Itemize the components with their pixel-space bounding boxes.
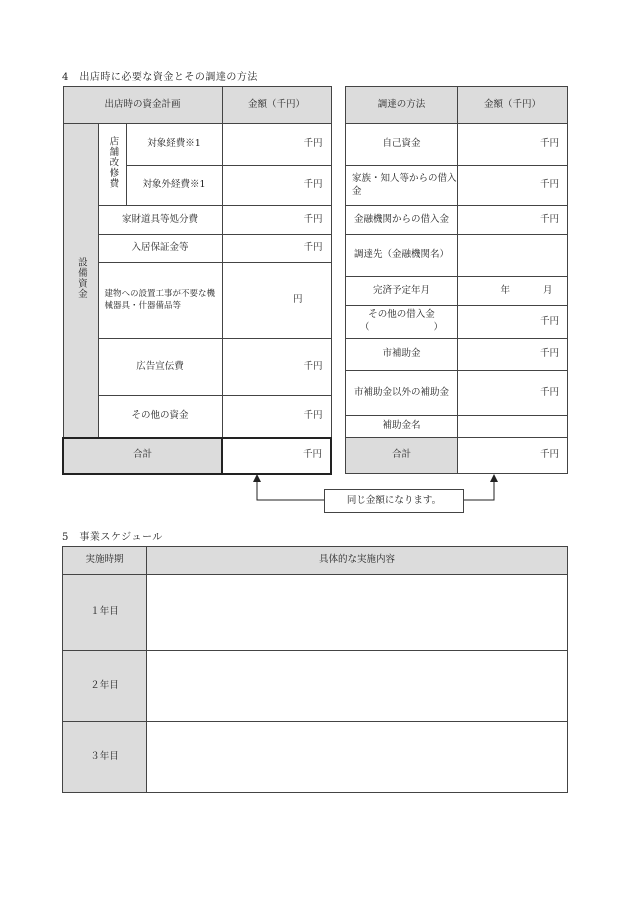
schedule-table (62, 546, 568, 793)
header-method: 調達の方法 (346, 87, 458, 124)
target-expense-label: 対象経費※1 (126, 124, 222, 166)
repayment-date-label: 完済予定年月 (346, 277, 458, 306)
section5-heading: 5 事業スケジュール (62, 532, 163, 543)
left-total-amount[interactable]: 千円 (222, 438, 331, 474)
subsidy-name-label: 補助金名 (346, 416, 458, 438)
family-loan-amount[interactable]: 千円 (458, 166, 568, 206)
store-renovation-label: 店舗改修費 (98, 124, 126, 206)
header-plan: 出店時の資金計画 (63, 87, 222, 124)
header-amount-left: 金額（千円） (222, 87, 331, 124)
advertising-amount[interactable]: 千円 (222, 339, 331, 396)
deposit-amount[interactable]: 千円 (222, 235, 331, 263)
own-funds-label: 自己資金 (346, 124, 458, 166)
content-year-3[interactable] (147, 722, 568, 793)
lender-name-label: 調達先（金融機関名） (346, 235, 458, 277)
target-expense-amount[interactable]: 千円 (222, 124, 331, 166)
period-year-1: １年目 (63, 575, 147, 651)
right-total-amount[interactable]: 千円 (458, 438, 568, 474)
other-funds-amount[interactable]: 千円 (222, 396, 331, 438)
city-subsidy-amount[interactable]: 千円 (458, 339, 568, 371)
non-target-expense-label: 対象外経費※1 (126, 166, 222, 206)
other-loan-amount[interactable]: 千円 (458, 306, 568, 339)
period-year-2: ２年目 (63, 651, 147, 722)
other-subsidy-label: 市補助金以外の補助金 (346, 371, 458, 416)
family-loan-label: 家族・知人等からの借入金 (346, 166, 458, 206)
own-funds-amount[interactable]: 千円 (458, 124, 568, 166)
equipment-label: 建物への設置工事が不要な機械器具・什器備品等 (98, 263, 222, 339)
header-period: 実施時期 (63, 547, 147, 575)
content-year-2[interactable] (147, 651, 568, 722)
left-total-label: 合計 (63, 438, 222, 474)
city-subsidy-label: 市補助金 (346, 339, 458, 371)
bank-loan-label: 金融機関からの借入金 (346, 206, 458, 235)
furniture-disposal-label: 家財道具等処分費 (98, 206, 222, 235)
right-total-label: 合計 (346, 438, 458, 474)
left-arrow (257, 478, 324, 500)
furniture-disposal-amount[interactable]: 千円 (222, 206, 331, 235)
header-amount-right: 金額（千円） (458, 87, 568, 124)
section4-heading: 4 出店時に必要な資金とその調達の方法 (62, 72, 258, 83)
bank-loan-amount[interactable]: 千円 (458, 206, 568, 235)
deposit-label: 入居保証金等 (98, 235, 222, 263)
paren-open: （ (360, 322, 370, 333)
paren-close: ） (433, 322, 443, 333)
advertising-label: 広告宣伝費 (98, 339, 222, 396)
other-funds-label: その他の資金 (98, 396, 222, 438)
equipment-funds-label: 設備資金 (63, 124, 98, 438)
period-year-3: ３年目 (63, 722, 147, 793)
header-content: 具体的な実施内容 (147, 547, 568, 575)
repayment-month-unit: 月 (543, 284, 553, 296)
same-amount-note: 同じ金額になります。 (324, 489, 464, 513)
equipment-amount[interactable]: 円 (222, 263, 331, 339)
right-arrow (462, 478, 494, 500)
non-target-expense-amount[interactable]: 千円 (222, 166, 331, 206)
other-loan-title: その他の借入金 (368, 309, 435, 321)
other-subsidy-amount[interactable]: 千円 (458, 371, 568, 416)
repayment-year-unit: 年 (500, 284, 510, 296)
content-year-1[interactable] (147, 575, 568, 651)
